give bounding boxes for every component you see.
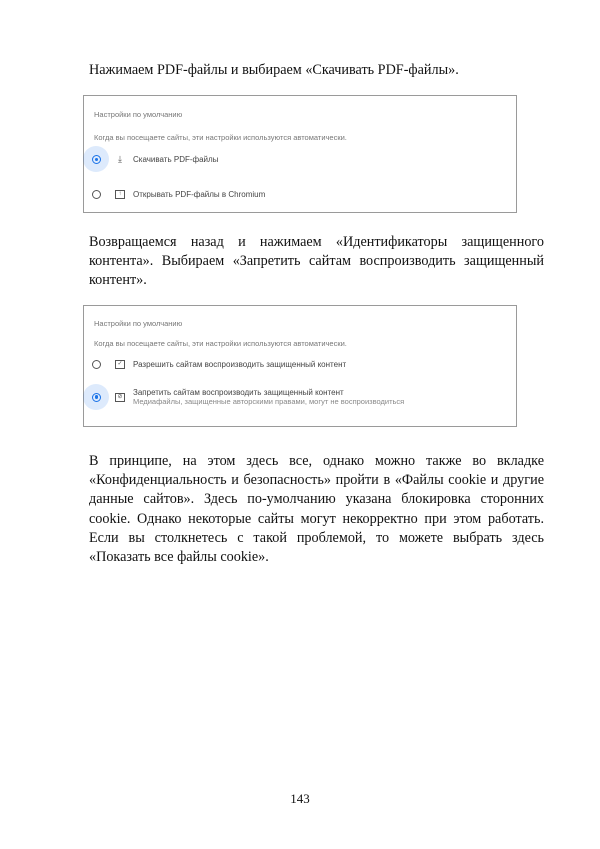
paragraph-3-text: В принципе, на этом здесь все, однако можно также во вкладке «Конфиденциальность и безопасность» пройти в «Файлы cookie и другие данные сайтов». Здесь по-умолчанию указана блокировка сторонних cookie. Однако некоторые сайты могут некорректно при этом работать. Если вы столкнетесь с такой проблемой, то можете выбрать здесь «Показать все файлы cookie».: [89, 453, 544, 566]
radio-selected-icon[interactable]: [92, 393, 101, 402]
settings-description: Когда вы посещаете сайты, эти настройки используются автоматически.: [94, 339, 347, 348]
radio-unselected-icon[interactable]: [92, 190, 101, 199]
protected-content-icon: ✓: [115, 360, 125, 369]
screenshot-protected-content-settings: [83, 305, 517, 427]
option-text: [133, 388, 404, 406]
option-allow-protected-content[interactable]: [92, 360, 346, 369]
paragraph-1: Нажимаем PDF-файлы и выбираем «Скачивать PDF-файлы».: [89, 62, 459, 78]
page-number: 143: [290, 791, 310, 806]
option-download-pdf[interactable]: [92, 155, 218, 164]
paragraph-2-text: Возвращаемся назад и нажимаем «Идентификаторы защищенного контента». Выбираем «Запретить сайтам воспроизводить защищенный контент».: [89, 234, 544, 289]
radio-unselected-icon[interactable]: [92, 360, 101, 369]
paragraph-2: [89, 233, 544, 291]
option-block-protected-content[interactable]: [92, 388, 404, 406]
option-label: Запретить сайтам воспроизводить защищенный контент: [133, 388, 344, 397]
option-sublabel: Медиафайлы, защищенные авторскими правами, могут не воспроизводиться: [133, 397, 405, 406]
radio-selected-icon[interactable]: [92, 155, 101, 164]
screenshot-pdf-settings: [83, 95, 517, 213]
option-label: Разрешить сайтам воспроизводить защищенный контент: [133, 360, 347, 369]
paragraph-3: [89, 452, 544, 567]
open-in-window-icon: ↑: [115, 190, 125, 199]
settings-heading: Настройки по умолчанию: [94, 319, 183, 328]
download-icon: ⤓: [118, 154, 122, 164]
settings-heading: Настройки по умолчанию: [94, 110, 183, 119]
option-open-pdf-chromium[interactable]: [92, 190, 265, 199]
blocked-content-icon: ⊘: [115, 393, 125, 402]
option-label: Скачивать PDF-файлы: [133, 155, 219, 164]
option-label: Открывать PDF-файлы в Chromium: [133, 190, 266, 199]
settings-description: Когда вы посещаете сайты, эти настройки используются автоматически.: [94, 133, 347, 142]
